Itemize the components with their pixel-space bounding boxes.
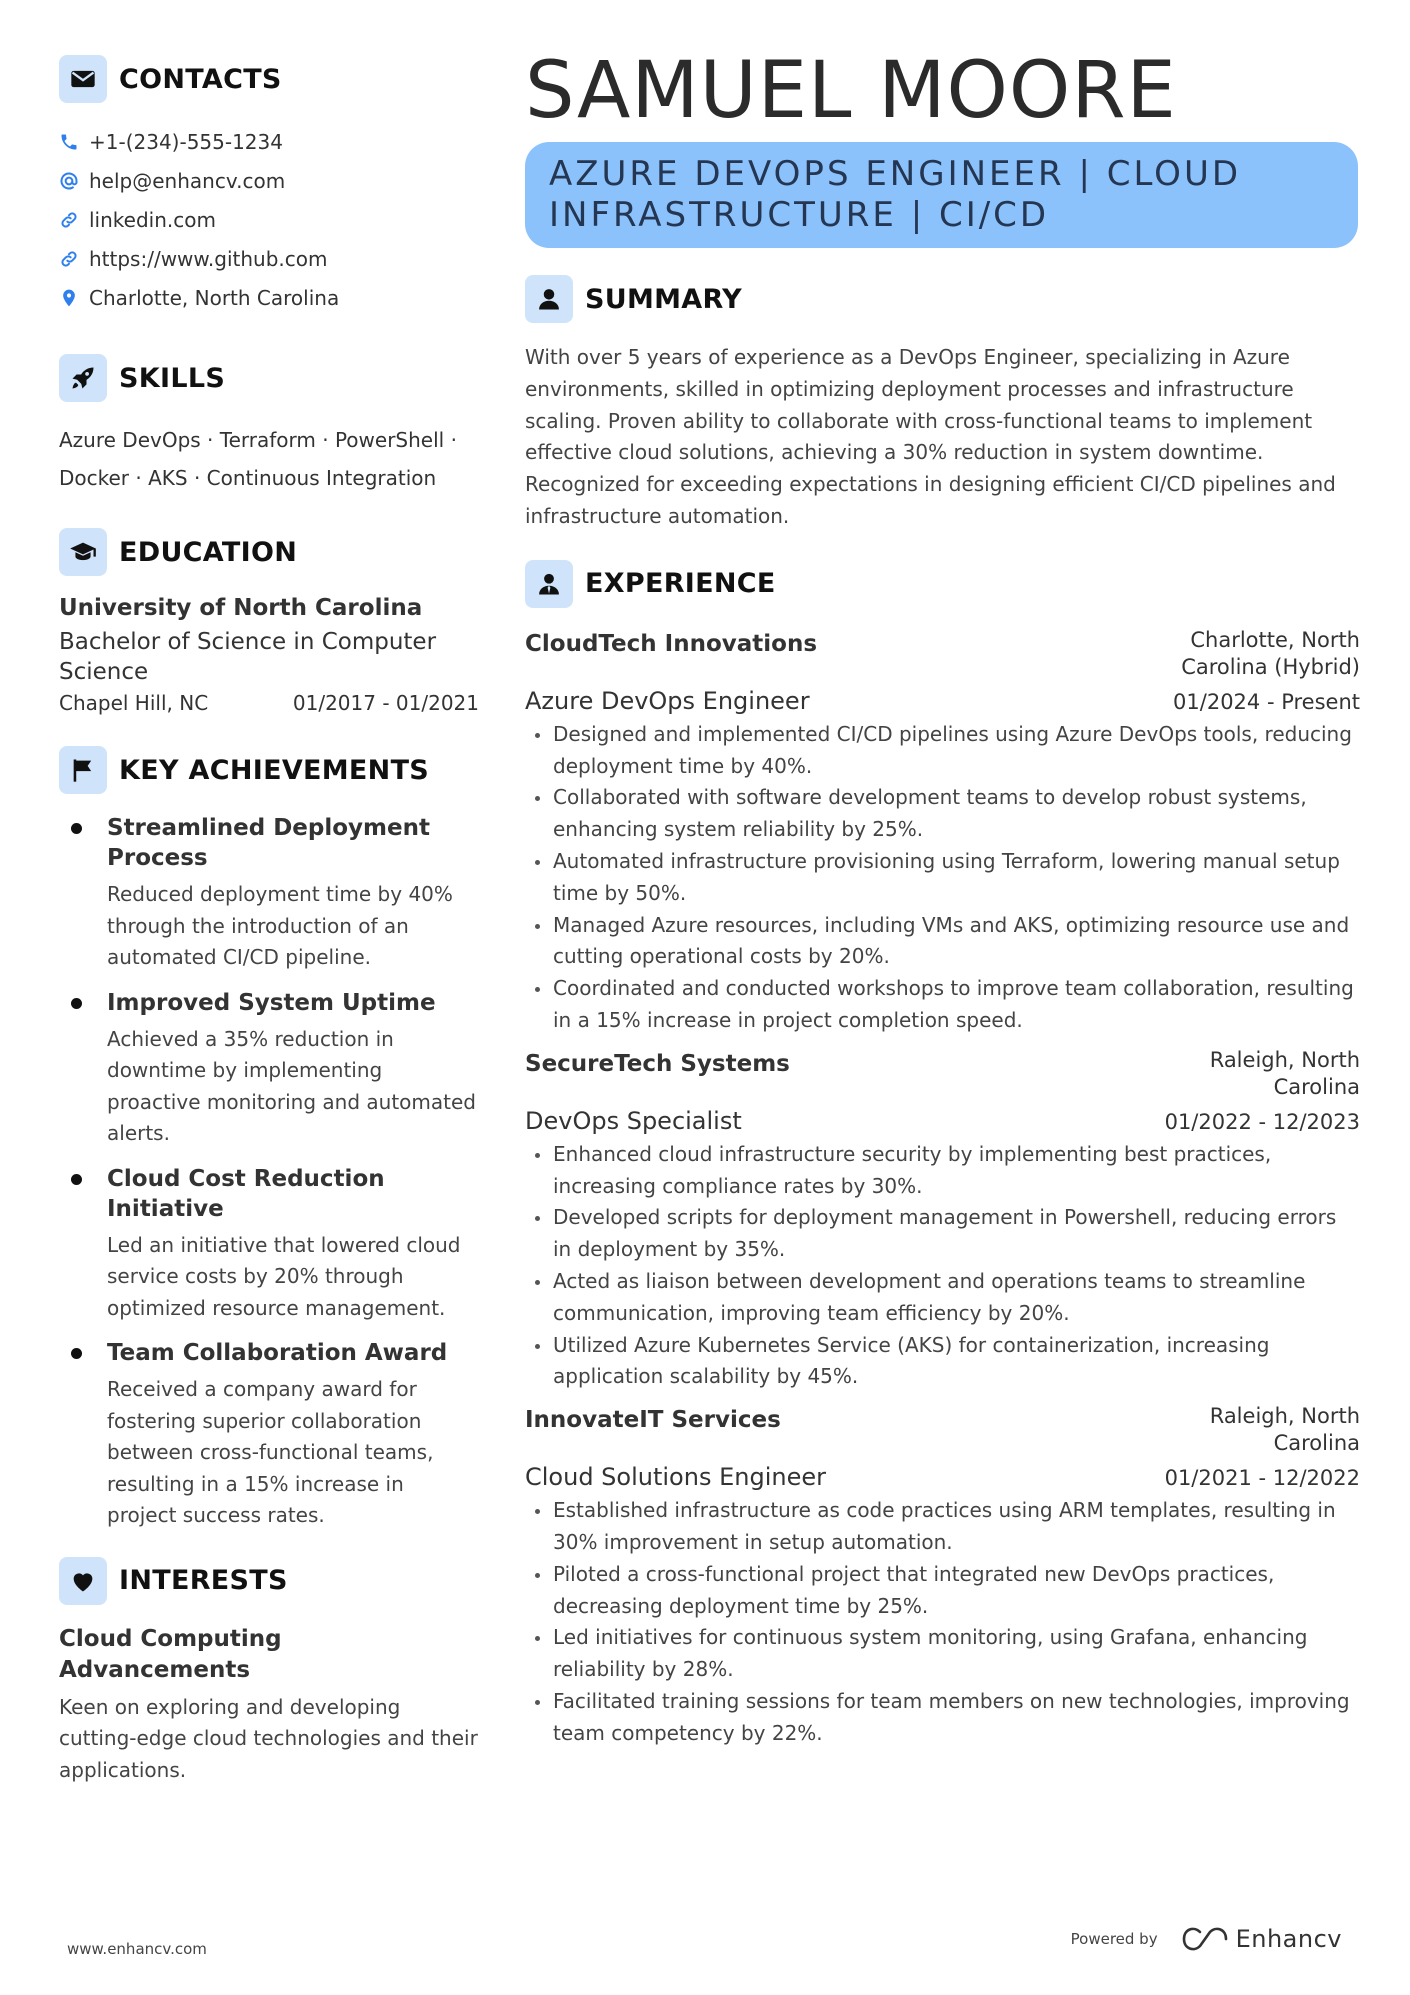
envelope-icon xyxy=(59,55,107,103)
achievement-desc: Received a company award for fostering superior collaboration between cross-functional teams, resulting in a 15% increase in project success rates. xyxy=(107,1377,434,1527)
contacts-header xyxy=(59,54,479,104)
right-column xyxy=(525,46,1360,1760)
contact-text: https://www.github.com xyxy=(89,246,328,271)
experience-title: EXPERIENCE xyxy=(585,568,776,600)
job-dates: 01/2024 - Present xyxy=(1173,689,1360,714)
job-role-row xyxy=(525,1107,1360,1135)
job-bullet: Collaborated with software development teams to develop robust systems, enhancing system reliability by 25%. xyxy=(525,782,1360,846)
footer-website-link[interactable]: www.enhancv.com xyxy=(67,1940,207,1958)
experience-header xyxy=(525,559,1360,609)
skills-list: Azure DevOps · Terraform · PowerShell · Docker · AKS · Continuous Integration xyxy=(59,428,457,490)
job-location: Charlotte, North Carolina (Hybrid) xyxy=(1181,627,1360,679)
job-bullet: Automated infrastructure provisioning using Terraform, lowering manual setup time by 50%. xyxy=(525,846,1360,910)
summary-text: With over 5 years of experience as a DevOps Engineer, specializing in Azure environments, skilled in optimizing deployment processes and infrastructure scaling. Proven ability to collaborate with cross-functional teams to implement effective cloud solutions, achieving a 30% reduction in system downtime. Recognized for exceeding expectations in designing efficient CI/CD pipelines and infrastructure automation. xyxy=(525,345,1336,528)
job-company: SecureTech Systems xyxy=(525,1050,790,1077)
achievement-desc: Achieved a 35% reduction in downtime by implementing proactive monitoring and automated alerts. xyxy=(107,1026,476,1145)
job-role-row xyxy=(525,1463,1360,1491)
phone-icon xyxy=(59,132,79,152)
left-column xyxy=(59,54,479,1786)
education-title: EDUCATION xyxy=(119,536,298,568)
education-degree: Bachelor of Science in Computer Science xyxy=(59,629,437,685)
job-bullet: Managed Azure resources, including VMs and AKS, optimizing resource use and cutting operational costs by 20%. xyxy=(525,910,1360,974)
interest-title: Cloud Computing Advancements xyxy=(59,1625,282,1683)
heart-icon xyxy=(59,1557,107,1605)
job-bullet: Facilitated training sessions for team members on new technologies, improving team competency by 22%. xyxy=(525,1686,1360,1750)
interest-desc: Keen on exploring and developing cutting-edge cloud technologies and their applications. xyxy=(59,1694,478,1782)
achievement-item xyxy=(59,988,479,1150)
achievement-item xyxy=(59,1164,479,1325)
bullet-icon xyxy=(71,998,82,1009)
location-pin-icon xyxy=(59,288,79,308)
skills-title: SKILLS xyxy=(119,362,226,394)
summary-title: SUMMARY xyxy=(585,283,742,315)
education-meta xyxy=(59,691,479,715)
job-role-row xyxy=(525,687,1360,715)
job-entry xyxy=(525,627,1360,1037)
contacts-title: CONTACTS xyxy=(119,63,282,95)
contact-list xyxy=(59,122,479,317)
job-bullet: Developed scripts for deployment management in Powershell, reducing errors in deployment by 35%. xyxy=(525,1202,1360,1266)
achievement-item xyxy=(59,813,479,974)
contact-email[interactable] xyxy=(59,161,479,200)
contact-text: help@enhancv.com xyxy=(89,168,286,193)
bullet-icon xyxy=(71,1174,82,1185)
education-school: University of North Carolina xyxy=(59,595,423,621)
achievement-desc: Reduced deployment time by 40% through the introduction of an automated CI/CD pipeline. xyxy=(107,882,453,969)
achievement-title: Team Collaboration Award xyxy=(107,1340,448,1366)
flag-icon xyxy=(59,746,107,794)
achievements-title: KEY ACHIEVEMENTS xyxy=(119,754,430,786)
job-bullet: Led initiatives for continuous system monitoring, using Grafana, enhancing reliability by 28%. xyxy=(525,1622,1360,1686)
candidate-name: SAMUEL MOORE xyxy=(525,46,1177,136)
job-bullet: Utilized Azure Kubernetes Service (AKS) for containerization, increasing application scalability by 45%. xyxy=(525,1330,1360,1394)
job-dates: 01/2022 - 12/2023 xyxy=(1164,1109,1360,1134)
job-header xyxy=(525,1047,1360,1101)
interests-title: INTERESTS xyxy=(119,1565,288,1596)
job-title: Cloud Solutions Engineer xyxy=(525,1463,826,1492)
job-bullet: Established infrastructure as code practices using ARM templates, resulting in 30% improvement in setup automation. xyxy=(525,1495,1360,1559)
achievement-title: Improved System Uptime xyxy=(107,989,436,1016)
job-bullets xyxy=(525,1139,1360,1393)
education-dates: 01/2017 - 01/2021 xyxy=(292,691,479,715)
achievement-item xyxy=(59,1338,479,1532)
job-bullet: Acted as liaison between development and operations teams to streamline communication, improving team efficiency by 20%. xyxy=(525,1266,1360,1330)
contact-linkedin[interactable] xyxy=(59,200,479,239)
interests-header xyxy=(59,1556,479,1606)
education-location: Chapel Hill, NC xyxy=(59,691,209,715)
contact-text: linkedin.com xyxy=(89,207,216,232)
achievements-header xyxy=(59,745,479,795)
enhancv-logo-icon xyxy=(1182,1926,1228,1952)
job-entry xyxy=(525,1403,1360,1749)
achievements-list xyxy=(59,813,479,1532)
powered-by-label: Powered by xyxy=(1070,1930,1158,1948)
user-icon xyxy=(525,275,573,323)
user-tie-icon xyxy=(525,560,573,608)
job-header xyxy=(525,627,1360,681)
job-header xyxy=(525,1403,1360,1457)
job-title: DevOps Specialist xyxy=(525,1106,742,1135)
job-bullets xyxy=(525,1495,1360,1749)
role-title: AZURE DEVOPS ENGINEER | CLOUD INFRASTRUCTURE | CI/CD xyxy=(549,154,1242,235)
job-dates: 01/2021 - 12/2022 xyxy=(1164,1466,1360,1491)
job-bullet: Piloted a cross-functional project that integrated new DevOps practices, decreasing deployment time by 25%. xyxy=(525,1559,1360,1623)
role-banner xyxy=(525,142,1358,248)
contact-phone[interactable] xyxy=(59,122,479,161)
job-bullet: Designed and implemented CI/CD pipelines using Azure DevOps tools, reducing deployment time by 40%. xyxy=(525,719,1360,783)
achievement-title: Cloud Cost Reduction Initiative xyxy=(107,1165,385,1222)
contact-text: Charlotte, North Carolina xyxy=(89,285,340,310)
job-bullet: Coordinated and conducted workshops to improve team collaboration, resulting in a 15% increase in project completion speed. xyxy=(525,973,1360,1037)
job-bullets xyxy=(525,719,1360,1037)
summary-header xyxy=(525,274,1360,324)
at-icon xyxy=(59,171,79,191)
job-company: CloudTech Innovations xyxy=(525,630,818,657)
job-location: Raleigh, North Carolina xyxy=(1209,1047,1360,1099)
brand-name: Enhancv xyxy=(1235,1925,1342,1953)
contact-text: +1-(234)-555-1234 xyxy=(89,129,283,154)
achievement-desc: Led an initiative that lowered cloud service costs by 20% through optimized resource management. xyxy=(107,1232,461,1320)
job-title: Azure DevOps Engineer xyxy=(525,686,810,715)
job-entry xyxy=(525,1047,1360,1393)
bullet-icon xyxy=(71,1348,82,1359)
achievement-title: Streamlined Deployment Process xyxy=(107,815,430,871)
graduation-cap-icon xyxy=(59,528,107,576)
link-icon xyxy=(59,249,79,269)
job-company: InnovateIT Services xyxy=(525,1407,781,1434)
education-header xyxy=(59,527,479,577)
rocket-icon xyxy=(59,354,107,402)
contact-github[interactable] xyxy=(59,239,479,278)
skills-header xyxy=(59,353,479,403)
job-location: Raleigh, North Carolina xyxy=(1209,1404,1360,1456)
contact-location xyxy=(59,278,479,317)
link-icon xyxy=(59,210,79,230)
footer-branding xyxy=(1071,1925,1342,1953)
bullet-icon xyxy=(71,823,82,834)
job-bullet: Enhanced cloud infrastructure security by implementing best practices, increasing compliance rates by 30%. xyxy=(525,1139,1360,1203)
